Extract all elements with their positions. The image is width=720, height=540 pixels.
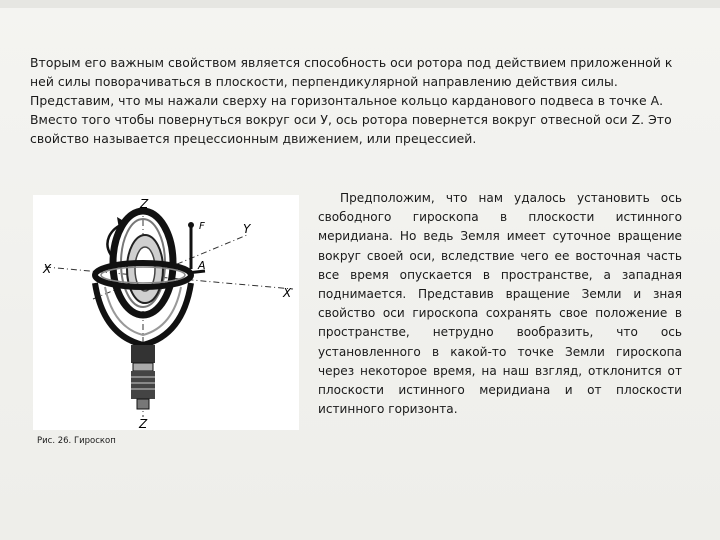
label-y: Y xyxy=(243,222,251,236)
gyroscope-figure xyxy=(33,195,299,430)
label-x-left: X xyxy=(43,262,52,276)
stem xyxy=(131,345,155,363)
paragraph-precession: Вторым его важным свойством является способность оси ротора под действием приложенной к ней силы поворачиваться в плоскости, перпендикулярной направлению действия силы. Представим, что мы нажали сверху на горизонтальное кольцо карданового подвеса в точке А. Вместо того чтобы повернуться вокруг оси У, ось ротора повернется вокруг отвесной оси Z. Это свойство называется прецессионным движением, или прецессией. xyxy=(30,55,673,146)
label-z-top: Z xyxy=(140,197,149,211)
top-band xyxy=(0,0,720,8)
gyroscope-drawing xyxy=(33,195,299,430)
figure-caption: Рис. 26. Гироскоп xyxy=(37,436,116,446)
paragraph-meridian: Предположим, что нам удалось установить ось свободного гироскопа в плоскости истинного меридиана. Но ведь Земля имеет суточное вращение вокруг своей оси, вследствие чего ее восточная часть все время опускается в пространстве, а западная поднимается. Представив вращение Земли и зная свойство оси гироскопа сохранять свое положение в пространстве, нетрудно вообразить, что ось установленного в какой-то точке Земли гироскопа через некоторое время, на наш взгляд, отклонится от плоскости истинного меридиана и от плоскости истинного горизонта. xyxy=(318,191,682,417)
label-z-bottom: Z xyxy=(139,417,148,430)
label-point-a: A xyxy=(198,259,206,272)
label-force: F xyxy=(199,221,205,232)
label-x-right: X xyxy=(283,286,292,300)
base xyxy=(131,371,155,399)
